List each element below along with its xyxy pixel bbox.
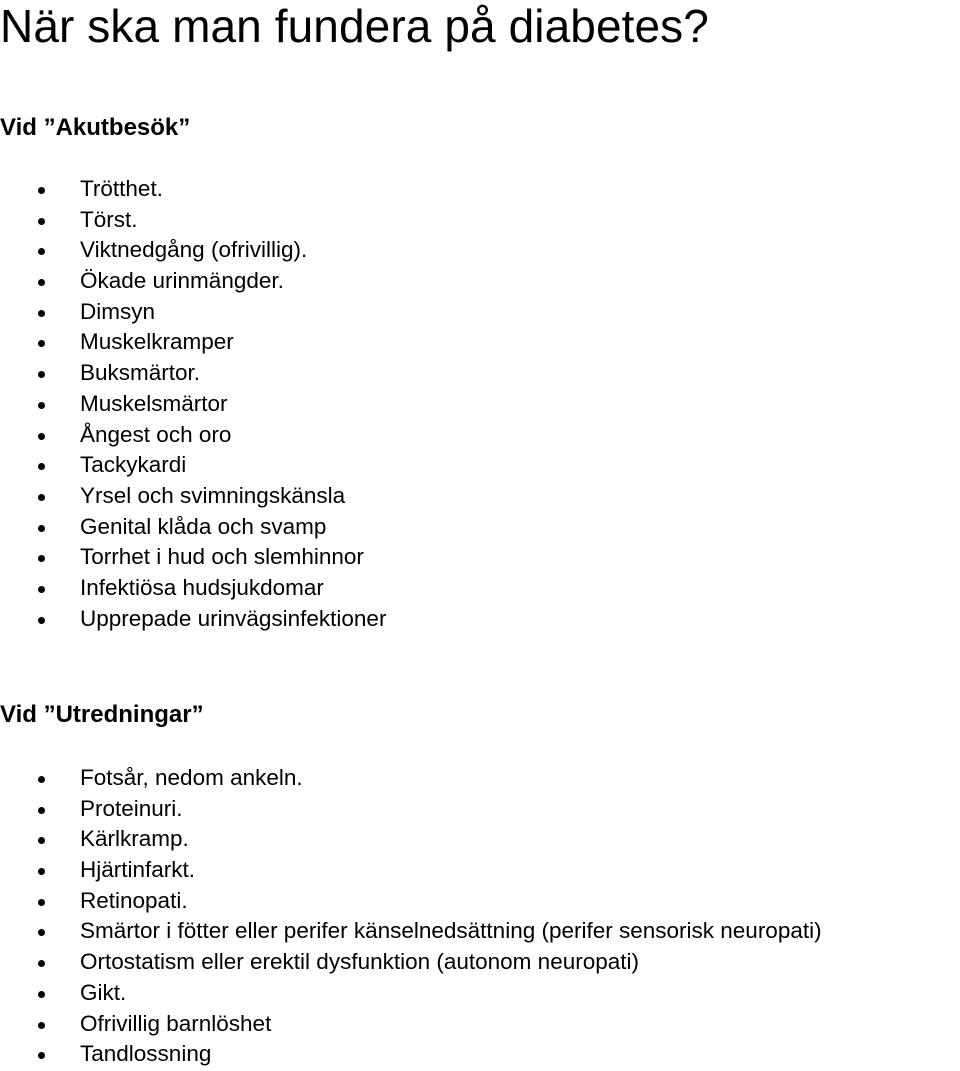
list-item-text: Gikt. <box>80 979 127 1005</box>
bullet-icon <box>38 433 45 440</box>
bullet-icon <box>38 586 45 593</box>
bullet-icon <box>38 340 45 347</box>
bullet-icon <box>38 617 45 624</box>
list-item <box>0 327 386 358</box>
list-item <box>0 205 386 236</box>
bullet-icon <box>38 1052 45 1059</box>
list-item <box>0 450 386 481</box>
list-item <box>0 542 386 573</box>
list-item <box>0 855 822 886</box>
list-item-text: Viktnedgång (ofrivillig). <box>80 237 308 263</box>
list-item-text: Yrsel och svimningskänsla <box>80 482 346 508</box>
bullet-icon <box>38 525 45 532</box>
list-item-text: Fotsår, nedom ankeln. <box>80 765 303 790</box>
list-item <box>0 512 386 543</box>
list-item <box>0 420 386 451</box>
bullet-icon <box>38 868 45 875</box>
list-item-text: Törst. <box>80 206 138 232</box>
list-item-text: Ångest och oro <box>80 421 232 447</box>
list-item <box>0 481 386 512</box>
bullet-icon <box>38 463 45 470</box>
list-item-text: Torrhet i hud och slemhinnor <box>80 544 364 570</box>
list-item-text: Infektiösa hudsjukdomar <box>80 574 324 600</box>
bullet-icon <box>38 371 45 378</box>
list-item-text: Ökade urinmängder. <box>80 268 284 294</box>
list-item <box>0 763 822 794</box>
list-item <box>0 794 822 825</box>
list-item <box>0 174 386 205</box>
section-heading-akutbesok: Vid ”Akutbesök” <box>0 114 191 141</box>
list-item-text: Kärlkramp. <box>80 826 189 852</box>
list-item <box>0 978 822 1009</box>
bullet-icon <box>38 494 45 501</box>
bullet-icon <box>38 899 45 906</box>
bullet-icon <box>38 310 45 317</box>
bullet-icon <box>38 991 45 998</box>
section-heading-utredningar: Vid ”Utredningar” <box>0 701 204 728</box>
list-item <box>0 1039 822 1070</box>
utredningar-finding-list <box>0 763 822 1070</box>
bullet-icon <box>38 776 45 783</box>
bullet-icon <box>38 402 45 409</box>
list-item <box>0 824 822 855</box>
list-item <box>0 886 822 917</box>
bullet-icon <box>38 960 45 967</box>
list-item <box>0 947 822 978</box>
list-item-text: Trötthet. <box>80 176 163 201</box>
list-item <box>0 1009 822 1040</box>
bullet-icon <box>38 837 45 844</box>
list-item-text: Dimsyn <box>80 298 156 324</box>
list-item <box>0 573 386 604</box>
bullet-icon <box>38 555 45 562</box>
list-item-text: Tackykardi <box>80 452 187 478</box>
bullet-icon <box>38 1022 45 1029</box>
bullet-icon <box>38 807 45 814</box>
list-item-text: Tandlossning <box>80 1041 212 1067</box>
list-item-text: Retinopati. <box>80 887 188 913</box>
list-item-text: Ortostatism eller erektil dysfunktion (autonom neuropati) <box>80 949 639 975</box>
list-item <box>0 297 386 328</box>
page-title: När ska man fundera på diabetes? <box>0 0 709 52</box>
list-item-text: Proteinuri. <box>80 795 183 821</box>
list-item <box>0 358 386 389</box>
list-item <box>0 235 386 266</box>
list-item-text: Upprepade urinvägsinfektioner <box>80 605 387 631</box>
list-item-text: Hjärtinfarkt. <box>80 857 196 883</box>
bullet-icon <box>38 929 45 936</box>
bullet-icon <box>38 279 45 286</box>
list-item <box>0 266 386 297</box>
bullet-icon <box>38 248 45 255</box>
list-item-text: Muskelsmärtor <box>80 390 228 416</box>
list-item-text: Genital klåda och svamp <box>80 513 327 539</box>
list-item <box>0 604 386 635</box>
list-item <box>0 916 822 947</box>
akutbesok-symptom-list <box>0 174 386 634</box>
bullet-icon <box>38 218 45 225</box>
bullet-icon <box>38 187 45 194</box>
list-item <box>0 389 386 420</box>
list-item-text: Ofrivillig barnlöshet <box>80 1010 272 1036</box>
list-item-text: Buksmärtor. <box>80 360 201 386</box>
list-item-text: Smärtor i fötter eller perifer känselnedsättning (perifer sensorisk neuropati) <box>80 918 822 944</box>
list-item-text: Muskelkramper <box>80 329 234 355</box>
